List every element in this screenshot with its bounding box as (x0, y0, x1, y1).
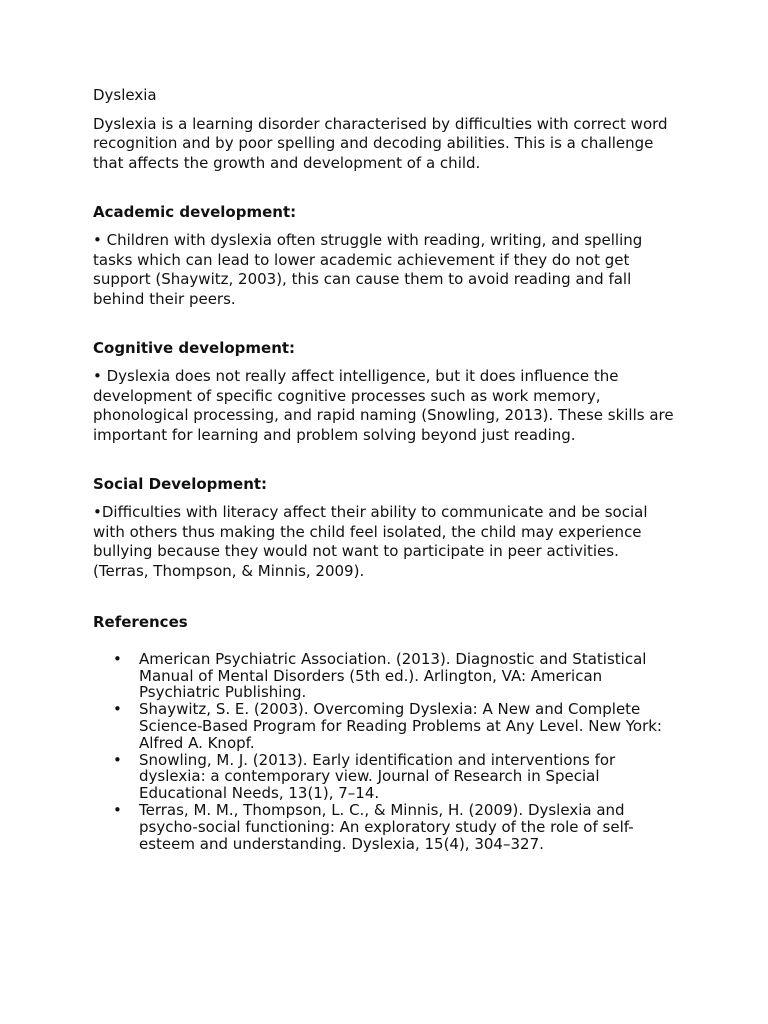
reference-item (93, 752, 675, 802)
section-cognitive (93, 339, 675, 445)
reference-text: Snowling, M. J. (2013). Early identification and interventions for dyslexia: a contemporary view. Journal of Research in Special Educational Needs, 13(1), 7–14. (139, 750, 616, 803)
section-heading-social: Social Development: (93, 475, 268, 494)
reference-item (93, 701, 675, 751)
section-academic (93, 203, 675, 309)
section-social (93, 475, 675, 581)
section-heading-academic: Academic development: (93, 203, 297, 222)
bullet-icon: • (113, 700, 122, 719)
section-heading-cognitive: Cognitive development: (93, 339, 296, 358)
references-section (93, 613, 675, 852)
section-body-academic: • Children with dyslexia often struggle with reading, writing, and spelling tasks which can lead to lower academic achievement if they do not get support (Shaywitz, 2003), this can cause them to avoid reading and fall behind their peers. (93, 230, 643, 308)
reference-item (93, 802, 675, 852)
references-list (93, 651, 675, 853)
reference-text: Shaywitz, S. E. (2003). Overcoming Dyslexia: A New and Complete Science-Based Program for Reading Problems at Any Level. New York: Alfred A. Knopf. (139, 700, 662, 752)
references-heading: References (93, 613, 188, 632)
document-title: Dyslexia (93, 86, 157, 104)
bullet-icon: • (113, 801, 122, 820)
reference-text: American Psychiatric Association. (2013). Diagnostic and Statistical Manual of Mental Disorders (5th ed.). Arlington, VA: American Psychiatric Publishing. (139, 649, 647, 702)
reference-item (93, 651, 675, 701)
reference-text: Terras, M. M., Thompson, L. C., & Minnis, H. (2009). Dyslexia and psycho-social functioning: An exploratory study of the role of self-esteem and understanding. Dyslexia, 15(4), 304–327. (139, 801, 634, 853)
bullet-icon: • (113, 649, 122, 668)
intro-paragraph: Dyslexia is a learning disorder characterised by difficulties with correct word recognition and by poor spelling and decoding abilities. This is a challenge that affects the growth and development of a child. (93, 114, 668, 172)
section-body-social: •Difficulties with literacy affect their ability to communicate and be social with others thus making the child feel isolated, the child may experience bullying because they would not want to participate in peer activities. (Terras, Thompson, & Minnis, 2009). (93, 502, 648, 580)
bullet-icon: • (113, 750, 122, 769)
section-body-cognitive: • Dyslexia does not really affect intelligence, but it does influence the development of specific cognitive processes such as work memory, phonological processing, and rapid naming (Snowling, 2013). These skills are important for learning and problem solving beyond just reading. (93, 366, 674, 444)
